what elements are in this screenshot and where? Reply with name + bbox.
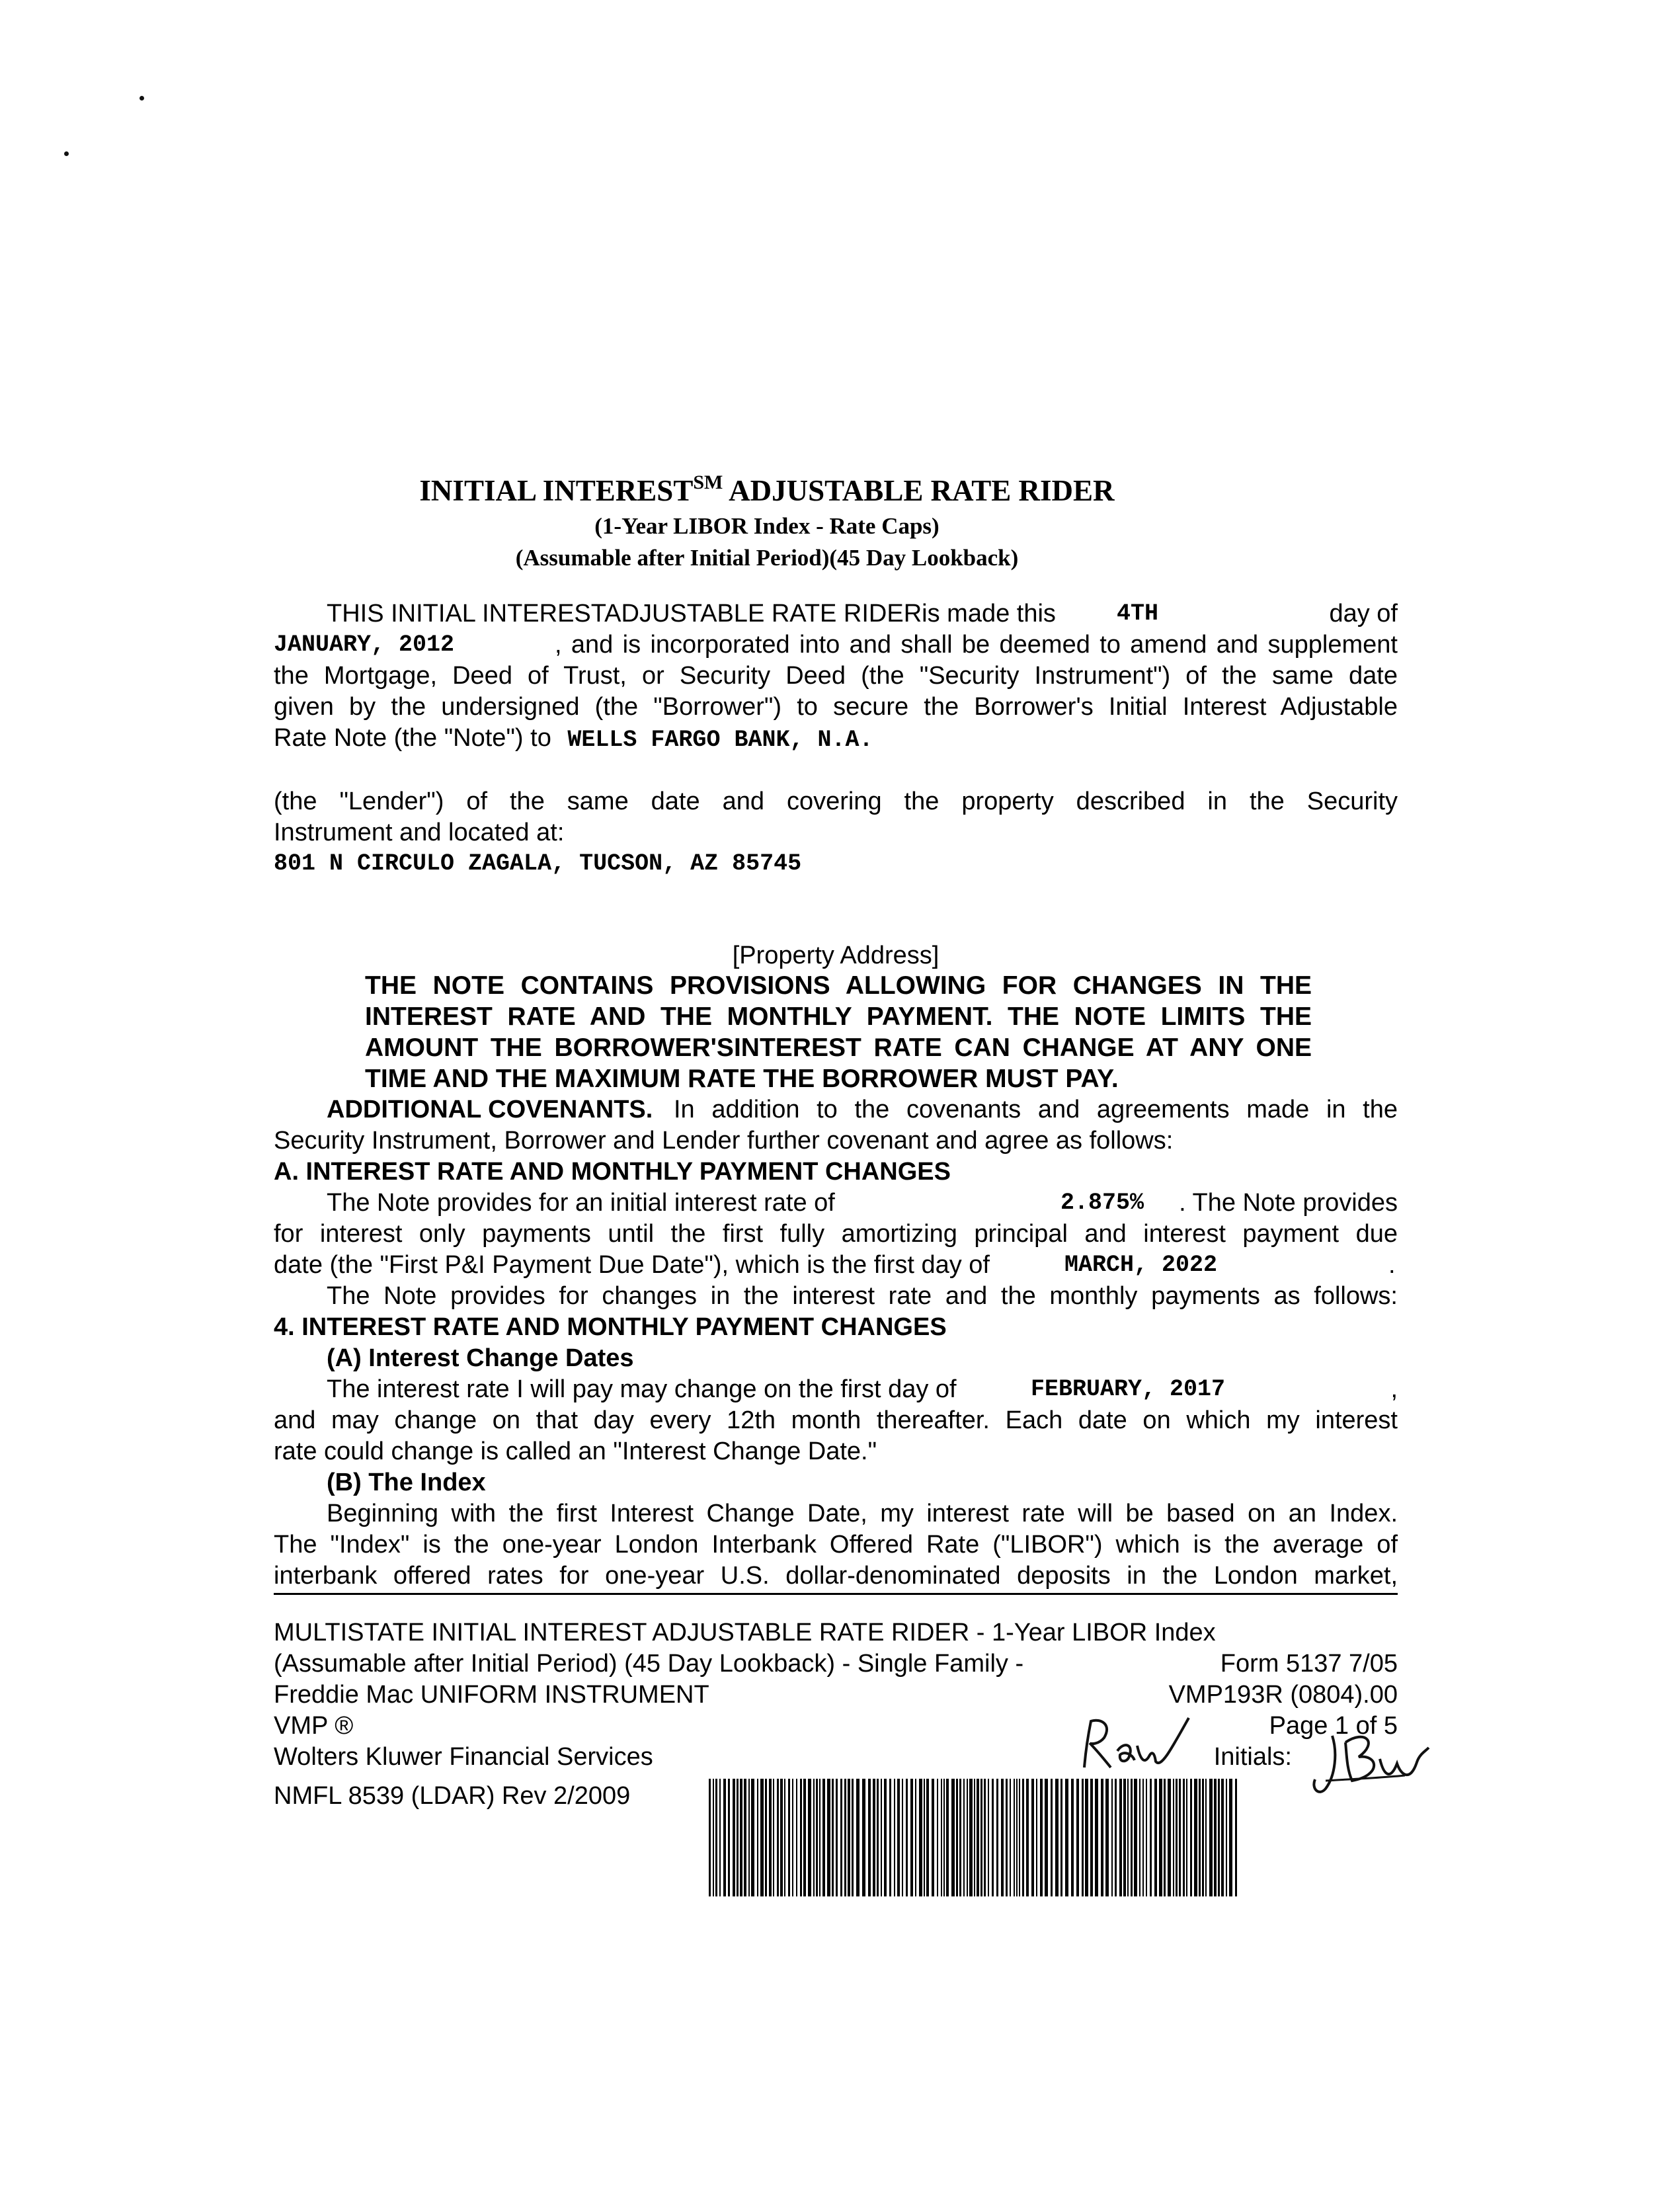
barcode-bar — [840, 1779, 842, 1896]
barcode-bar — [980, 1779, 982, 1896]
barcode-bar — [1016, 1779, 1018, 1896]
nmfl-code: NMFL 8539 (LDAR) Rev 2/2009 — [274, 1782, 631, 1810]
barcode-bar — [852, 1779, 854, 1896]
barcode-bar — [827, 1779, 830, 1896]
barcode-bar — [1194, 1779, 1197, 1896]
barcode-bar — [1146, 1779, 1147, 1896]
intro-text: , and is incorporated into and shall be deemed to amend and supplement — [555, 631, 1398, 659]
section-4a-text: , — [1390, 1375, 1398, 1403]
barcode-bar — [1082, 1779, 1084, 1896]
barcode-bar — [784, 1779, 785, 1896]
barcode-bar — [844, 1779, 846, 1896]
initial-rate: 2.875% — [1060, 1190, 1144, 1216]
barcode-bar — [719, 1779, 721, 1896]
barcode-bar — [836, 1779, 838, 1896]
barcode-bar — [894, 1779, 895, 1896]
day-value: 4TH — [1117, 600, 1159, 627]
barcode-bar — [792, 1779, 793, 1896]
barcode-bar — [959, 1779, 961, 1896]
footer-form-title: MULTISTATE INITIAL INTEREST ADJUSTABLE RATE RIDER - 1-Year LIBOR Index — [274, 1619, 1216, 1646]
barcode-bar — [1134, 1779, 1137, 1896]
barcode-bar — [803, 1779, 806, 1896]
subtitle-index: (1-Year LIBOR Index - Rate Caps) — [594, 513, 940, 539]
barcode-bar — [796, 1779, 797, 1896]
barcode-bar — [1183, 1779, 1185, 1896]
first-pi-payment-date: MARCH, 2022 — [1064, 1252, 1218, 1278]
intro-paragraph — [274, 598, 1398, 879]
section-4b-text: interbank offered rates for one-year U.S. dollar-denominated deposits in the London market, — [274, 1561, 1398, 1595]
barcode-bar — [808, 1779, 811, 1896]
barcode-bar — [1055, 1779, 1059, 1896]
document-title-block — [271, 471, 1263, 574]
publisher: Wolters Kluwer Financial Services — [274, 1743, 653, 1771]
barcode-bar — [733, 1779, 735, 1896]
footer-row — [274, 1680, 1398, 1711]
barcode-bar — [1154, 1779, 1157, 1896]
section-a-text: . The Note provides — [1179, 1189, 1398, 1217]
document-title — [271, 471, 1263, 510]
barcode-bar — [1071, 1779, 1074, 1896]
barcode-bar — [897, 1779, 900, 1896]
vmp-code: VMP193R (0804).00 — [1168, 1681, 1398, 1709]
notice-line: THE NOTE CONTAINS PROVISIONS ALLOWING FOR CHANGES IN THE — [365, 971, 1312, 1000]
barcode-bar — [816, 1779, 818, 1896]
barcode-bar — [1040, 1779, 1043, 1896]
barcode-bar — [1119, 1779, 1122, 1896]
barcode-bar — [1014, 1779, 1015, 1896]
barcode-bar — [1105, 1779, 1109, 1896]
barcode-bar — [977, 1779, 979, 1896]
barcode-bar — [1209, 1779, 1213, 1896]
barcode-bar — [773, 1779, 774, 1896]
barcode-bar — [943, 1779, 945, 1896]
barcode-bar — [988, 1779, 989, 1896]
barcode-bar — [868, 1779, 871, 1896]
barcode-bar — [1205, 1779, 1207, 1896]
notice-line: AMOUNT THE BORROWER'SINTEREST RATE CAN CHANGE AT ANY ONE — [365, 1034, 1312, 1062]
barcode-bar — [906, 1779, 908, 1896]
barcode-bar — [715, 1779, 717, 1896]
barcode-bar — [1190, 1779, 1192, 1896]
barcode-bar — [740, 1779, 742, 1896]
section-4a-text: rate could change is called an "Interest Change Date." — [274, 1438, 877, 1465]
notice-line: INTEREST RATE AND THE MONTHLY PAYMENT. THE NOTE LIMITS THE — [365, 1002, 1312, 1031]
section-a-heading: A. INTEREST RATE AND MONTHLY PAYMENT CHANGES — [274, 1158, 951, 1186]
barcode-bar — [1229, 1779, 1232, 1896]
barcode-bar — [856, 1779, 860, 1896]
intro-line-1 — [274, 598, 1398, 629]
section-4a-text: The interest rate I will pay may change on the first day of — [327, 1375, 957, 1403]
barcode — [709, 1779, 1238, 1896]
barcode-bar — [769, 1779, 772, 1896]
barcode-bar — [748, 1779, 750, 1896]
barcode-bar — [992, 1779, 994, 1896]
barcode-bar — [1065, 1779, 1068, 1896]
footer-text: (Assumable after Initial Period) (45 Day Lookback) - Single Family - — [274, 1650, 1024, 1678]
title-prefix: INITIAL INTEREST — [419, 474, 694, 507]
section-4b-text: The "Index" is the one-year London Interbank Offered Rate ("LIBOR") which is the average of — [274, 1531, 1398, 1559]
rider-date: JANUARY, 2012 — [274, 631, 455, 658]
scan-speck — [140, 96, 144, 101]
index-heading: (B) The Index — [327, 1469, 486, 1496]
barcode-bar — [1199, 1779, 1201, 1896]
barcode-bar — [1085, 1779, 1088, 1896]
title-suffix: ADJUSTABLE RATE RIDER — [723, 474, 1115, 507]
barcode-bar — [1026, 1779, 1029, 1896]
scan-speck — [64, 151, 69, 156]
intro-text: day of — [1329, 600, 1398, 628]
barcode-bar — [713, 1779, 714, 1896]
section-a-text: for interest only payments until the first fully amortizing principal and interest payment due — [274, 1220, 1398, 1248]
barcode-bar — [760, 1779, 764, 1896]
barcode-bar — [1006, 1779, 1008, 1896]
barcode-bar — [832, 1779, 834, 1896]
barcode-bar — [744, 1779, 746, 1896]
covenants-text: Security Instrument, Borrower and Lender further covenant and agree as follows: — [274, 1127, 1174, 1155]
footer-row — [274, 1711, 1398, 1742]
barcode-bar — [751, 1779, 754, 1896]
notice-block — [365, 970, 1312, 1094]
barcode-bar — [709, 1779, 711, 1896]
covenants-text: In addition to the covenants and agreements made in the — [674, 1096, 1398, 1123]
barcode-bar — [1115, 1779, 1117, 1896]
barcode-bar — [1142, 1779, 1144, 1896]
barcode-bar — [757, 1779, 758, 1896]
barcode-bar — [1076, 1779, 1079, 1896]
barcode-bar — [1111, 1779, 1113, 1896]
barcode-bar — [780, 1779, 783, 1896]
barcode-bar — [937, 1779, 938, 1896]
intro-text: Rate Note (the "Note") to — [274, 724, 551, 752]
page-number: Page 1 of 5 — [1269, 1712, 1398, 1740]
intro-text: THIS INITIAL INTERESTADJUSTABLE RATE RIDERis made this — [327, 600, 1056, 628]
barcode-bar — [723, 1779, 726, 1896]
barcode-bar — [1010, 1779, 1011, 1896]
barcode-bar — [1045, 1779, 1048, 1896]
barcode-bar — [800, 1779, 802, 1896]
barcode-bar — [737, 1779, 739, 1896]
barcode-bar — [946, 1779, 949, 1896]
barcode-bar — [765, 1779, 767, 1896]
intro-line-2 — [274, 629, 1398, 661]
barcode-bar — [963, 1779, 965, 1896]
intro-line-5 — [274, 723, 1398, 756]
handwritten-initials-2 — [1306, 1723, 1445, 1802]
barcode-bar — [956, 1779, 958, 1896]
barcode-bar — [1131, 1779, 1133, 1896]
lender-name: WELLS FARGO BANK, N.A. — [567, 727, 873, 753]
barcode-bar — [1164, 1779, 1166, 1896]
barcode-bar — [902, 1779, 903, 1896]
covenants-heading: ADDITIONAL COVENANTS. — [327, 1096, 653, 1123]
barcode-bar — [862, 1779, 865, 1896]
barcode-bar — [848, 1779, 850, 1896]
section-a-text: . — [1388, 1251, 1396, 1279]
subtitle-assumable: (Assumable after Initial Period)(45 Day Lookback) — [515, 545, 1019, 571]
barcode-bar — [1214, 1779, 1217, 1896]
section-4b-text: Beginning with the first Interest Change Date, my interest rate will be based on an Index. — [327, 1500, 1398, 1527]
barcode-bar — [1150, 1779, 1152, 1896]
section-a-text: The Note provides for an initial interest rate of — [327, 1189, 835, 1217]
initials-label: Initials: — [1213, 1743, 1292, 1771]
lender-text: Instrument and located at: — [274, 819, 565, 846]
service-mark: SM — [693, 471, 723, 493]
first-change-date: FEBRUARY, 2017 — [1031, 1376, 1226, 1402]
barcode-bar — [1127, 1779, 1129, 1896]
barcode-bar — [1159, 1779, 1162, 1896]
barcode-bar — [877, 1779, 879, 1896]
barcode-bar — [919, 1779, 922, 1896]
barcode-bar — [1031, 1779, 1034, 1896]
section-a-text: date (the "First P&I Payment Due Date"), which is the first day of — [274, 1251, 990, 1279]
barcode-bar — [1090, 1779, 1093, 1896]
barcode-bar — [1221, 1779, 1224, 1896]
barcode-bar — [984, 1779, 986, 1896]
intro-text: the Mortgage, Deed of Trust, or Security Deed (the "Security Instrument") of the same date — [274, 662, 1398, 690]
section-4-heading: 4. INTEREST RATE AND MONTHLY PAYMENT CHANGES — [274, 1313, 947, 1341]
barcode-bar — [1101, 1779, 1103, 1896]
section-a-line-1 — [274, 1188, 1398, 1219]
form-number: Form 5137 7/05 — [1220, 1650, 1398, 1678]
barcode-bar — [1226, 1779, 1227, 1896]
barcode-bar — [1218, 1779, 1220, 1896]
barcode-bar — [813, 1779, 815, 1896]
barcode-bar — [1186, 1779, 1187, 1896]
barcode-bar — [819, 1779, 820, 1896]
barcode-bar — [1179, 1779, 1181, 1896]
property-address: 801 N CIRCULO ZAGALA, TUCSON, AZ 85745 — [274, 850, 802, 877]
covenants-line-1 — [274, 1094, 1398, 1125]
barcode-bar — [728, 1779, 730, 1896]
handwritten-initials-1 — [1071, 1705, 1203, 1777]
barcode-bar — [915, 1779, 916, 1896]
intro-text: given by the undersigned (the "Borrower") to secure the Borrower's Initial Interest Adjustable — [274, 693, 1398, 721]
barcode-bar — [932, 1779, 934, 1896]
barcode-bar — [967, 1779, 968, 1896]
body-section — [274, 1094, 1398, 1595]
barcode-bar — [777, 1779, 779, 1896]
section-a-text: The Note provides for changes in the interest rate and the monthly payments as follows: — [327, 1282, 1398, 1310]
barcode-bar — [941, 1779, 942, 1896]
barcode-bar — [1176, 1779, 1178, 1896]
notice-line: TIME AND THE MAXIMUM RATE THE BORROWER MUST PAY. — [365, 1065, 1119, 1093]
footer-text: Freddie Mac UNIFORM INSTRUMENT — [274, 1681, 709, 1709]
lender-text: (the "Lender") of the same date and covering the property described in the Security — [274, 788, 1398, 815]
barcode-bar — [1202, 1779, 1204, 1896]
barcode-bar — [1022, 1779, 1024, 1896]
section-4a-line-1 — [274, 1374, 1398, 1405]
barcode-bar — [910, 1779, 913, 1896]
barcode-bar — [881, 1779, 882, 1896]
barcode-bar — [822, 1779, 825, 1896]
property-address-label: [Property Address] — [732, 942, 940, 969]
barcode-bar — [1051, 1779, 1053, 1896]
section-4a-text: and may change on that day every 12th month thereafter. Each date on which my interest — [274, 1406, 1398, 1434]
barcode-bar — [1001, 1779, 1004, 1896]
barcode-bar — [873, 1779, 875, 1896]
footer-row — [274, 1742, 1398, 1773]
barcode-bar — [1139, 1779, 1140, 1896]
barcode-bar — [924, 1779, 925, 1896]
barcode-bar — [996, 1779, 998, 1896]
barcode-bar — [889, 1779, 891, 1896]
barcode-bar — [1235, 1779, 1237, 1896]
barcode-bar — [1060, 1779, 1062, 1896]
vmp-label: VMP ® — [274, 1712, 354, 1740]
barcode-bar — [926, 1779, 929, 1896]
barcode-bar — [969, 1779, 973, 1896]
barcode-bar — [1019, 1779, 1020, 1896]
barcode-bar — [884, 1779, 887, 1896]
barcode-bar — [1036, 1779, 1037, 1896]
barcode-bar — [1095, 1779, 1098, 1896]
barcode-bar — [1168, 1779, 1171, 1896]
barcode-bar — [1173, 1779, 1174, 1896]
barcode-bar — [951, 1779, 955, 1896]
footer-row — [274, 1648, 1398, 1680]
barcode-bar — [974, 1779, 975, 1896]
section-a-line-3 — [274, 1250, 1398, 1281]
interest-change-dates-heading: (A) Interest Change Dates — [327, 1344, 634, 1372]
barcode-bar — [1123, 1779, 1126, 1896]
barcode-bar — [788, 1779, 790, 1896]
